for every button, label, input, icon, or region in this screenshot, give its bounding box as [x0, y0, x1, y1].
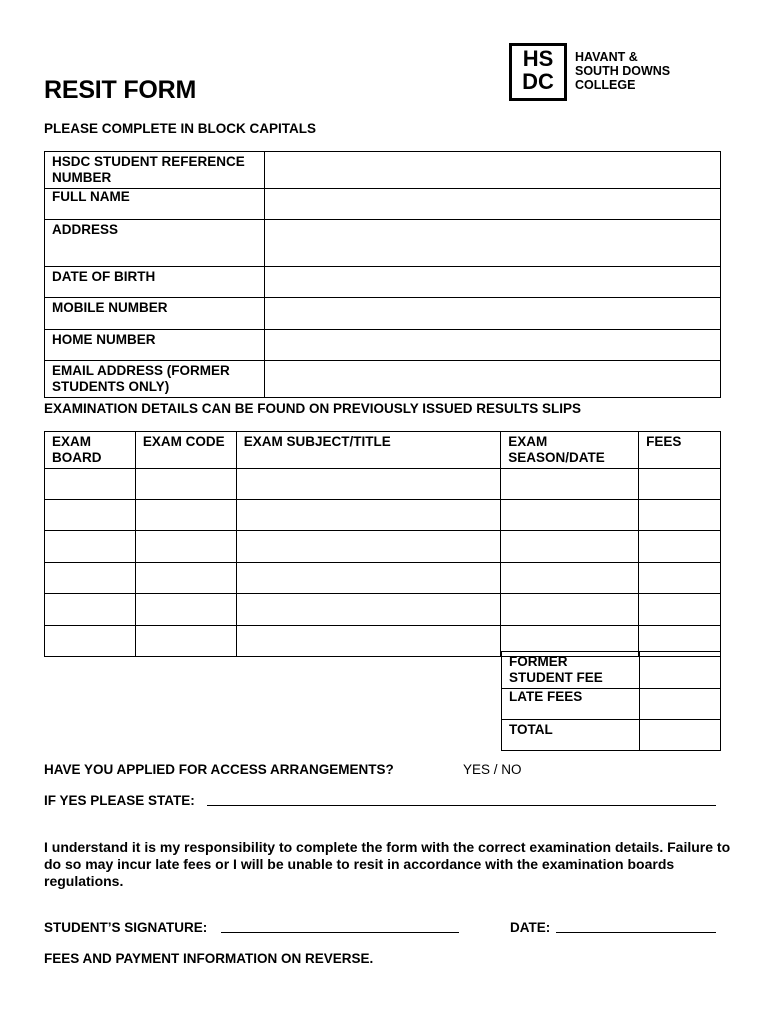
table-row — [502, 720, 721, 751]
field-label-mobile-number: MOBILE NUMBER — [45, 298, 265, 330]
mobile-number-field[interactable] — [264, 298, 720, 330]
exam-subject-cell[interactable] — [236, 500, 500, 531]
table-row — [45, 298, 721, 330]
access-arrangements-question: HAVE YOU APPLIED FOR ACCESS ARRANGEMENTS? — [44, 762, 394, 777]
exam-season-cell[interactable] — [501, 594, 639, 626]
field-label-home-number: HOME NUMBER — [45, 330, 265, 361]
field-label-student-reference: HSDC STUDENT REFERENCE NUMBER — [45, 152, 265, 189]
column-header-exam-season: EXAM SEASON/DATE — [501, 432, 639, 469]
table-row — [45, 361, 721, 398]
former-student-fee-label: FORMER STUDENT FEE — [502, 652, 640, 689]
table-row — [45, 469, 721, 500]
fees-cell[interactable] — [639, 531, 721, 563]
exam-details-note: EXAMINATION DETAILS CAN BE FOUND ON PREVIOUSLY ISSUED RESULTS SLIPS — [44, 401, 582, 416]
exam-board-cell[interactable] — [45, 626, 136, 657]
exam-board-cell[interactable] — [45, 531, 136, 563]
table-row — [45, 500, 721, 531]
page-title: RESIT FORM — [44, 76, 197, 104]
date-line[interactable] — [556, 919, 716, 933]
exam-board-cell[interactable] — [45, 500, 136, 531]
if-yes-label: IF YES PLEASE STATE: — [44, 793, 195, 808]
field-label-date-of-birth: DATE OF BIRTH — [45, 267, 265, 298]
fees-cell[interactable] — [639, 563, 721, 594]
late-fees-field[interactable] — [639, 689, 720, 720]
if-yes-answer-line[interactable] — [207, 792, 716, 806]
exam-code-cell[interactable] — [135, 531, 236, 563]
fees-payment-note: FEES AND PAYMENT INFORMATION ON REVERSE. — [44, 951, 374, 966]
field-label-email-address: EMAIL ADDRESS (FORMER STUDENTS ONLY) — [45, 361, 265, 398]
yes-no-options[interactable]: YES / NO — [463, 762, 522, 777]
table-row — [45, 152, 721, 189]
exam-code-cell[interactable] — [135, 563, 236, 594]
exam-code-cell[interactable] — [135, 594, 236, 626]
exam-season-cell[interactable] — [501, 563, 639, 594]
student-signature-label: STUDENT’S SIGNATURE: — [44, 920, 208, 935]
full-name-field[interactable] — [264, 189, 720, 220]
exam-board-cell[interactable] — [45, 469, 136, 500]
column-header-exam-code: EXAM CODE — [135, 432, 236, 469]
block-capitals-instruction: PLEASE COMPLETE IN BLOCK CAPITALS — [44, 121, 317, 136]
address-field[interactable] — [264, 220, 720, 267]
exam-board-cell[interactable] — [45, 563, 136, 594]
email-address-field[interactable] — [264, 361, 720, 398]
table-row — [502, 689, 721, 720]
fees-cell[interactable] — [639, 469, 721, 500]
field-label-full-name: FULL NAME — [45, 189, 265, 220]
exam-subject-cell[interactable] — [236, 626, 500, 657]
table-row — [45, 267, 721, 298]
exam-code-cell[interactable] — [135, 626, 236, 657]
table-row — [45, 563, 721, 594]
college-name: HAVANT & SOUTH DOWNS COLLEGE — [575, 50, 671, 92]
exam-subject-cell[interactable] — [236, 563, 500, 594]
table-row — [45, 330, 721, 361]
field-label-address: ADDRESS — [45, 220, 265, 267]
exam-code-cell[interactable] — [135, 500, 236, 531]
exam-subject-cell[interactable] — [236, 594, 500, 626]
exam-board-cell[interactable] — [45, 594, 136, 626]
late-fees-label: LATE FEES — [502, 689, 640, 720]
column-header-exam-subject: EXAM SUBJECT/TITLE — [236, 432, 500, 469]
exam-code-cell[interactable] — [135, 469, 236, 500]
exam-details-table — [44, 431, 721, 657]
table-row — [45, 594, 721, 626]
logo-monogram: HS DC — [522, 46, 554, 94]
fees-cell[interactable] — [639, 594, 721, 626]
college-logo — [509, 43, 567, 101]
home-number-field[interactable] — [264, 330, 720, 361]
date-label: DATE: — [510, 920, 551, 935]
date-of-birth-field[interactable] — [264, 267, 720, 298]
table-row — [45, 220, 721, 267]
column-header-exam-board: EXAM BOARD — [45, 432, 136, 469]
column-header-fees: FEES — [639, 432, 721, 469]
exam-subject-cell[interactable] — [236, 531, 500, 563]
student-signature-line[interactable] — [221, 919, 459, 933]
fee-summary-table — [501, 651, 721, 751]
table-row — [45, 189, 721, 220]
former-student-fee-field[interactable] — [639, 652, 720, 689]
table-row — [502, 652, 721, 689]
student-reference-field[interactable] — [264, 152, 720, 189]
fees-cell[interactable] — [639, 500, 721, 531]
table-header-row — [45, 432, 721, 469]
total-label: TOTAL — [502, 720, 640, 751]
exam-subject-cell[interactable] — [236, 469, 500, 500]
table-row — [45, 531, 721, 563]
exam-season-cell[interactable] — [501, 531, 639, 563]
declaration-text: I understand it is my responsibility to complete the form with the correct examination details. Failure to do so may incur late fees or I will be unable to resit in accordance with the examination boards regulations. — [44, 839, 731, 889]
exam-season-cell[interactable] — [501, 500, 639, 531]
exam-season-cell[interactable] — [501, 469, 639, 500]
student-details-table — [44, 151, 721, 398]
total-field[interactable] — [639, 720, 720, 751]
